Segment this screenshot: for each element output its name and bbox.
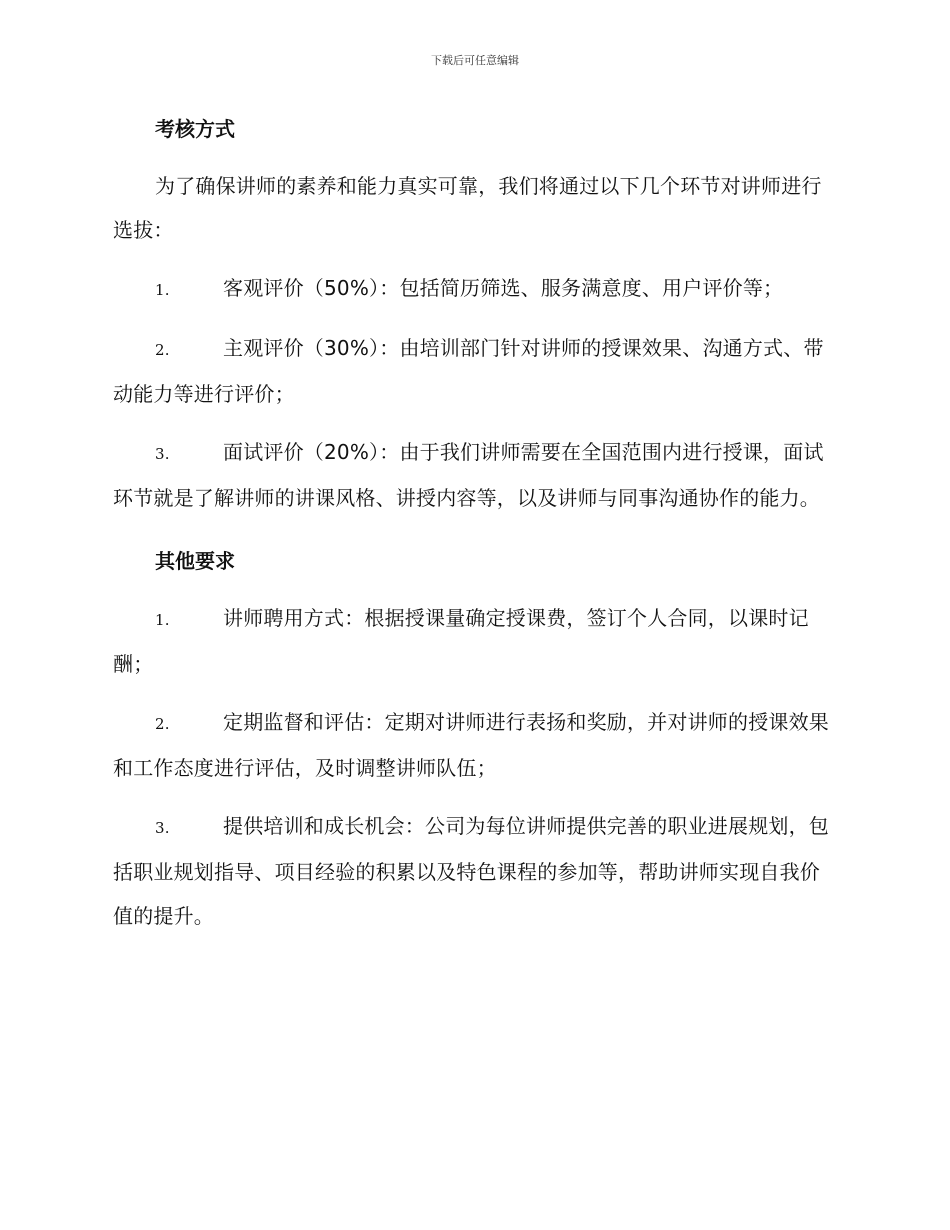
page-header: 下载后可任意编辑 bbox=[431, 54, 519, 67]
list-number: 3. bbox=[155, 445, 170, 463]
list-item bbox=[113, 596, 835, 686]
section-title-other-requirements: 其他要求 bbox=[155, 549, 235, 573]
list-item bbox=[113, 326, 835, 416]
list-item-text: 定期监督和评估：定期对讲师进行表扬和奖励，并对讲师的授课效果和工作态度进行评估，及时调整讲师队伍； bbox=[113, 710, 829, 780]
list-item-text: 客观评价（50%）：包括简历筛选、服务满意度、用户评价等； bbox=[223, 276, 784, 300]
list-item-text: 提供培训和成长机会：公司为每位讲师提供完善的职业进展规划，包括职业规划指导、项目经验的积累以及特色课程的参加等，帮助讲师实现自我价值的提升。 bbox=[113, 814, 829, 928]
list-item-text: 面试评价（20%）：由于我们讲师需要在全国范围内进行授课，面试环节就是了解讲师的讲课风格、讲授内容等，以及讲师与同事沟通协作的能力。 bbox=[113, 440, 824, 510]
list-item bbox=[113, 266, 835, 312]
list-item-text: 主观评价（30%）：由培训部门针对讲师的授课效果、沟通方式、带动能力等进行评价； bbox=[113, 336, 824, 406]
list-item bbox=[113, 430, 835, 520]
list-item bbox=[113, 700, 835, 790]
list-number: 3. bbox=[155, 819, 170, 837]
list-item-text: 讲师聘用方式：根据授课量确定授课费，签订个人合同，以课时记酬； bbox=[113, 606, 809, 676]
list-number: 1. bbox=[155, 611, 170, 629]
assessment-intro: 为了确保讲师的素养和能力真实可靠，我们将通过以下几个环节对讲师进行选拔： bbox=[113, 174, 822, 242]
list-number: 1. bbox=[155, 281, 170, 299]
list-number: 2. bbox=[155, 715, 170, 733]
list-item bbox=[113, 804, 835, 938]
list-number: 2. bbox=[155, 341, 170, 359]
section-title-assessment: 考核方式 bbox=[155, 117, 235, 141]
document-body bbox=[113, 112, 835, 938]
